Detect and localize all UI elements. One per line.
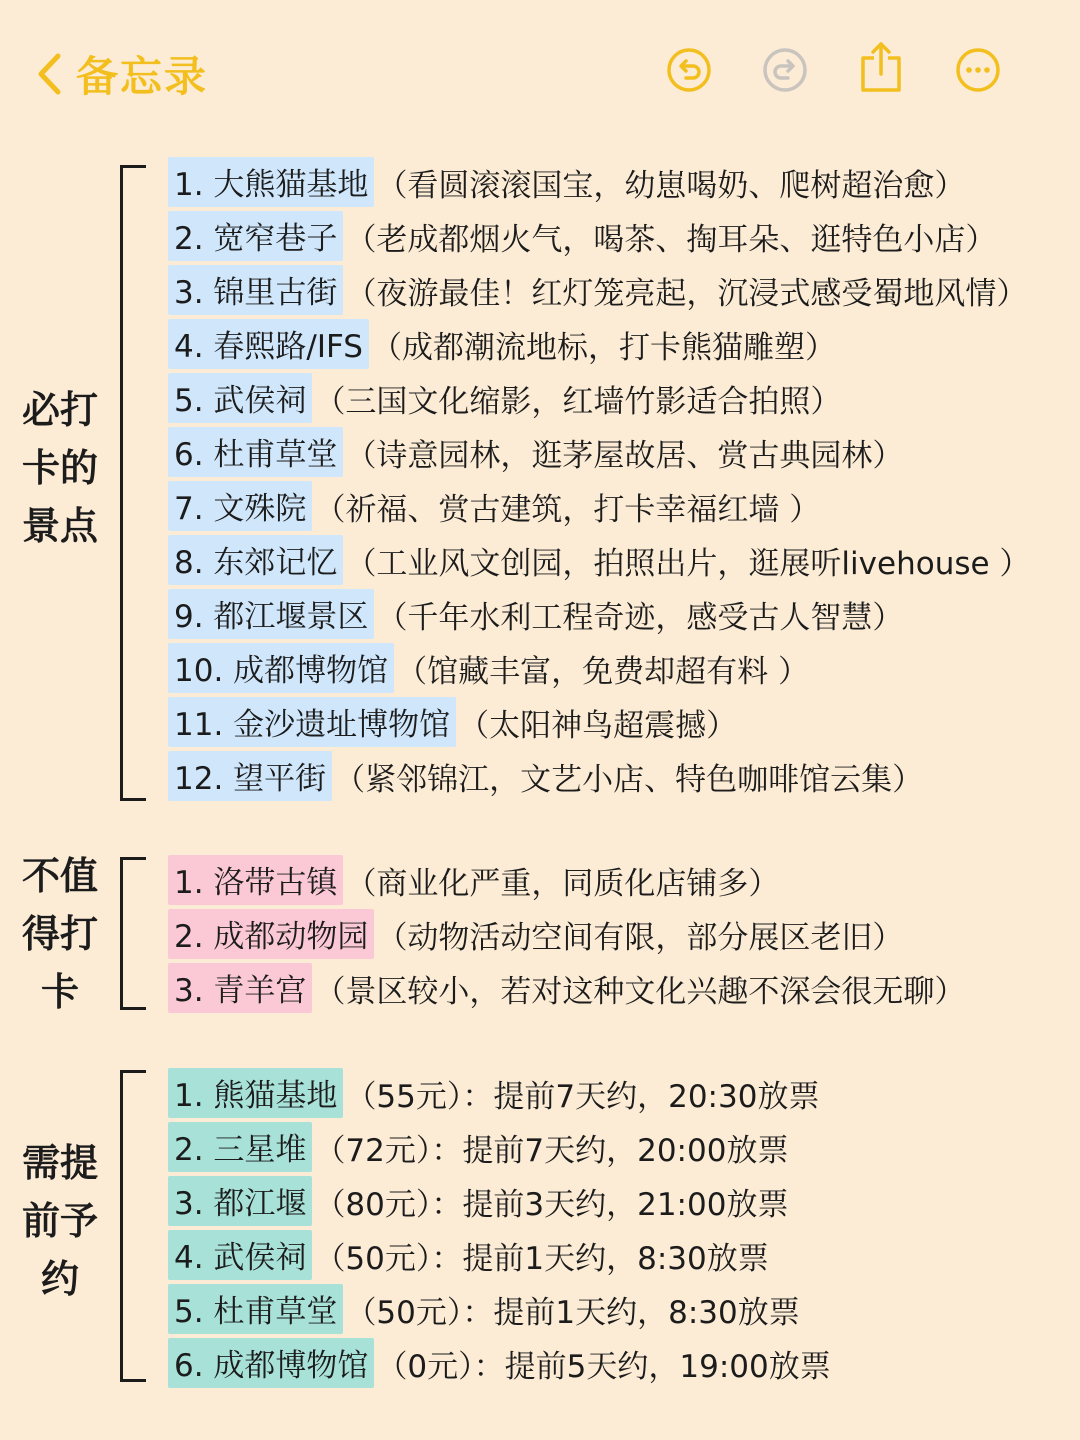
item-desc: （夜游最佳！红灯笼亮起，沉浸式感受蜀地风情） (345, 275, 1028, 312)
item-name: 4. 武侯祠 (168, 1230, 312, 1280)
item-name: 3. 青羊宫 (168, 963, 312, 1013)
list-item (168, 749, 1030, 803)
item-name: 1. 熊猫基地 (168, 1068, 343, 1118)
list-item (168, 479, 1030, 533)
item-name: 11. 金沙遗址博物馆 (168, 697, 456, 747)
item-desc: （景区较小，若对这种文化兴趣不深会很无聊） (314, 973, 966, 1010)
reservation-list (168, 1066, 831, 1390)
bracket-divider (120, 857, 146, 1010)
chevron-left-icon (36, 52, 62, 96)
item-name: 6. 杜甫草堂 (168, 427, 343, 477)
item-name: 2. 成都动物园 (168, 909, 374, 959)
item-name: 3. 锦里古街 (168, 265, 343, 315)
list-item (168, 533, 1030, 587)
item-desc: （0元）：提前5天约，19:00放票 (376, 1348, 831, 1385)
more-icon[interactable] (954, 46, 1002, 94)
section-label: 不值得打卡 (21, 854, 98, 1014)
back-button[interactable] (36, 44, 208, 104)
item-desc: （老成都烟火气，喝茶、掏耳朵、逛特色小店） (345, 221, 997, 258)
item-desc: （55元）：提前7天约，20:30放票 (345, 1078, 820, 1115)
item-name: 2. 三星堆 (168, 1122, 312, 1172)
item-name: 4. 春熙路/IFS (168, 319, 369, 369)
list-item (168, 587, 1030, 641)
list-item (168, 209, 1030, 263)
list-item (168, 425, 1030, 479)
item-desc: （诗意园林，逛茅屋故居、赏古典园林） (345, 437, 904, 474)
list-item (168, 1228, 831, 1282)
item-desc: （动物活动空间有限，部分展区老旧） (376, 919, 904, 956)
list-item (168, 1066, 831, 1120)
item-desc: （千年水利工程奇迹，感受古人智慧） (376, 599, 904, 636)
bracket-divider (120, 1070, 146, 1382)
section-label: 需提前予约 (21, 1141, 98, 1301)
attraction-list (168, 155, 1030, 803)
list-item (168, 1336, 831, 1390)
attraction-list (168, 853, 965, 1015)
item-desc: （馆藏丰富，免费却超有料 ） (396, 653, 810, 690)
list-item (168, 155, 1030, 209)
list-item (168, 317, 1030, 371)
item-name: 5. 杜甫草堂 (168, 1284, 343, 1334)
item-name: 12. 望平街 (168, 751, 332, 801)
item-name: 7. 文殊院 (168, 481, 312, 531)
list-item (168, 1174, 831, 1228)
item-desc: （50元）：提前1天约，8:30放票 (345, 1294, 800, 1331)
item-desc: （工业风文创园，拍照出片，逛展听livehouse ） (345, 545, 1031, 582)
item-name: 1. 大熊猫基地 (168, 157, 374, 207)
item-desc: （50元）：提前1天约，8:30放票 (314, 1240, 769, 1277)
item-desc: （成都潮流地标，打卡熊猫雕塑） (370, 329, 836, 366)
item-name: 3. 都江堰 (168, 1176, 312, 1226)
list-item (168, 961, 965, 1015)
item-desc: （紧邻锦江，文艺小店、特色咖啡馆云集） (334, 761, 924, 798)
redo-icon[interactable] (761, 46, 809, 94)
list-item (168, 695, 1030, 749)
item-desc: （商业化严重，同质化店铺多） (345, 865, 780, 902)
section-label: 必打卡的景点 (21, 388, 98, 548)
bracket-divider (120, 165, 146, 801)
list-item (168, 1282, 831, 1336)
top-nav-bar (0, 0, 1080, 140)
item-desc: （太阳神鸟超震撼） (458, 707, 738, 744)
item-name: 6. 成都博物馆 (168, 1338, 374, 1388)
item-desc: （80元）：提前3天约，21:00放票 (314, 1186, 789, 1223)
undo-icon[interactable] (665, 46, 713, 94)
list-item (168, 907, 965, 961)
item-desc: （72元）：提前7天约，20:00放票 (314, 1132, 789, 1169)
list-item (168, 1120, 831, 1174)
item-desc: （三国文化缩影，红墙竹影适合拍照） (314, 383, 842, 420)
list-item (168, 371, 1030, 425)
item-desc: （祈福、赏古建筑，打卡幸福红墙 ） (314, 491, 821, 528)
item-name: 5. 武侯祠 (168, 373, 312, 423)
list-item (168, 263, 1030, 317)
item-name: 10. 成都博物馆 (168, 643, 394, 693)
list-item (168, 641, 1030, 695)
item-desc: （看圆滚滚国宝，幼崽喝奶、爬树超治愈） (376, 167, 966, 204)
share-icon[interactable] (857, 40, 905, 94)
item-name: 8. 东郊记忆 (168, 535, 343, 585)
list-item (168, 853, 965, 907)
item-name: 2. 宽窄巷子 (168, 211, 343, 261)
item-name: 1. 洛带古镇 (168, 855, 343, 905)
item-name: 9. 都江堰景区 (168, 589, 374, 639)
back-label: 备忘录 (76, 52, 209, 101)
